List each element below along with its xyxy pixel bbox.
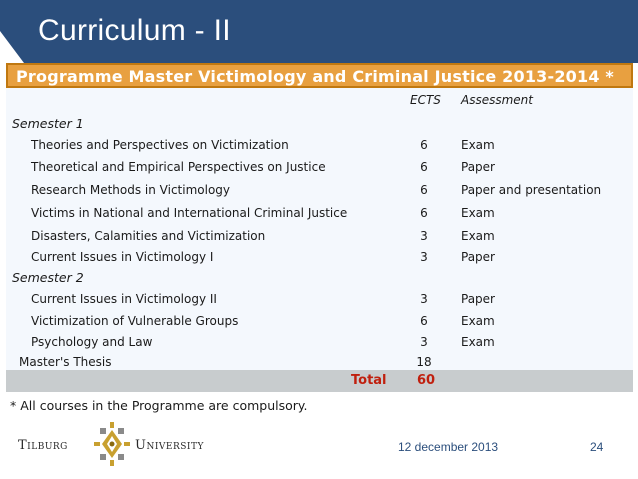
footnote: * All courses in the Programme are compulsory. bbox=[10, 398, 308, 413]
course-ects: 6 bbox=[420, 160, 428, 174]
programme-title: Programme Master Victimology and Criminal Justice 2013-2014 * bbox=[16, 67, 614, 86]
course-ects: 3 bbox=[420, 229, 428, 243]
course-name: Disasters, Calamities and Victimization bbox=[31, 229, 266, 243]
course-assessment: Exam bbox=[461, 206, 495, 220]
course-name: Victims in National and International Criminal Justice bbox=[31, 206, 348, 220]
total-value: 60 bbox=[416, 373, 436, 388]
slide-date: 12 december 2013 bbox=[398, 440, 499, 454]
logo-text-left: Tilburg bbox=[18, 438, 68, 453]
semester-2-label: Semester 2 bbox=[12, 270, 84, 285]
column-header-ects: ECTS bbox=[410, 93, 441, 107]
logo-text-right: University bbox=[135, 438, 204, 453]
course-ects: 3 bbox=[420, 292, 428, 306]
total-label: Total bbox=[351, 373, 387, 388]
course-ects: 6 bbox=[420, 314, 428, 328]
semester-1-label: Semester 1 bbox=[12, 116, 84, 131]
course-name: Victimization of Vulnerable Groups bbox=[31, 314, 239, 328]
course-assessment: Paper bbox=[461, 250, 495, 264]
course-name: Psychology and Law bbox=[31, 335, 153, 349]
course-assessment: Exam bbox=[461, 229, 495, 243]
slide-header bbox=[0, 0, 638, 63]
course-ects: 3 bbox=[420, 335, 428, 349]
university-seal-icon bbox=[92, 420, 132, 468]
slide-title: Curriculum - II bbox=[38, 14, 231, 47]
course-name: Current Issues in Victimology II bbox=[31, 292, 217, 306]
total-row bbox=[6, 370, 633, 392]
curriculum-table bbox=[6, 63, 633, 392]
course-assessment: Exam bbox=[461, 335, 495, 349]
thesis-ects: 18 bbox=[416, 355, 432, 369]
course-ects: 3 bbox=[420, 250, 428, 264]
header-notch bbox=[0, 31, 24, 63]
course-ects: 6 bbox=[420, 138, 428, 152]
course-assessment: Paper bbox=[461, 292, 495, 306]
course-assessment: Paper and presentation bbox=[461, 183, 602, 197]
column-header-assessment: Assessment bbox=[461, 93, 533, 107]
programme-title-bar bbox=[6, 63, 633, 88]
thesis-name: Master's Thesis bbox=[19, 355, 112, 369]
course-name: Research Methods in Victimology bbox=[31, 183, 231, 197]
course-assessment: Paper bbox=[461, 160, 495, 174]
course-name: Current Issues in Victimology I bbox=[31, 250, 214, 264]
page-number: 24 bbox=[590, 440, 604, 454]
course-ects: 6 bbox=[420, 183, 428, 197]
course-name: Theoretical and Empirical Perspectives on Justice bbox=[31, 160, 326, 174]
course-ects: 6 bbox=[420, 206, 428, 220]
course-assessment: Exam bbox=[461, 138, 495, 152]
course-assessment: Exam bbox=[461, 314, 495, 328]
course-name: Theories and Perspectives on Victimization bbox=[31, 138, 289, 152]
